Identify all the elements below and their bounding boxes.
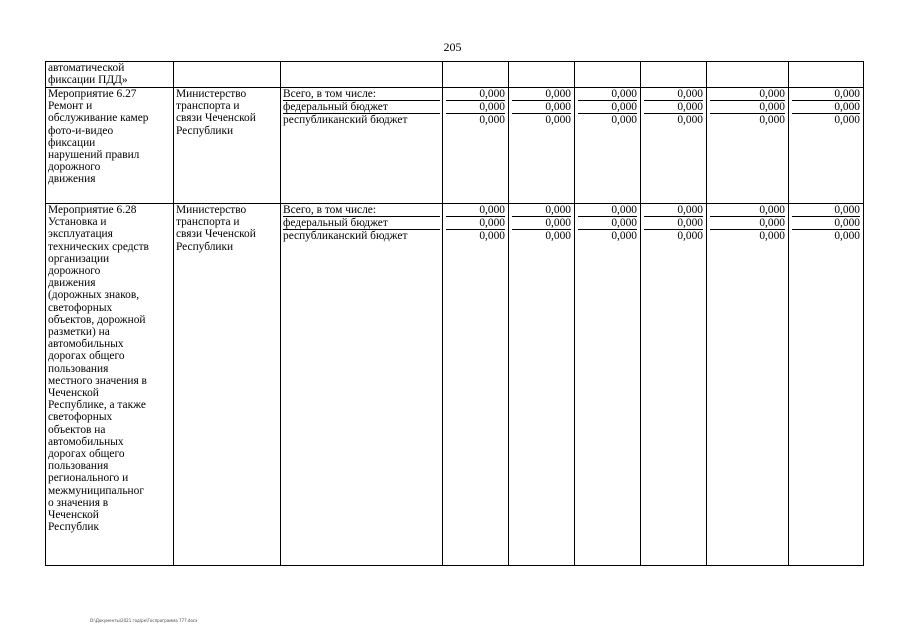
amount-value: 0,000 (644, 101, 703, 114)
amount-value: 0,000 (512, 88, 571, 101)
amount-value: 0,000 (446, 204, 505, 217)
value-cell (789, 62, 864, 88)
event-line: автомобильных (48, 338, 124, 351)
value-cell (641, 88, 707, 204)
event-line: дорогах общего (48, 350, 125, 363)
value-cell (575, 204, 641, 566)
executor-line: Министерство (176, 204, 247, 216)
executor-line: транспорта и (176, 216, 240, 229)
amount-value: 0,000 (479, 114, 505, 127)
budget-table (45, 61, 864, 566)
executor-line: Республики (176, 240, 234, 253)
amount-value: 0,000 (545, 114, 571, 127)
amount-value: 0,000 (578, 217, 637, 230)
event-line: Мероприятие 6.28 (48, 204, 137, 216)
amount-value: 0,000 (710, 217, 785, 230)
value-cell (509, 62, 575, 88)
event-line: эксплуатация (48, 228, 113, 241)
event-line: объектов на (48, 423, 106, 436)
amount-value: 0,000 (644, 88, 703, 101)
executor-line: Министерство (176, 88, 247, 100)
event-line: о значения в (48, 496, 109, 509)
amount-value: 0,000 (578, 101, 637, 114)
executor-cell (174, 88, 281, 204)
value-cell (575, 88, 641, 204)
funding-source-label: республиканский бюджет (283, 230, 408, 243)
event-line: Ремонт и (48, 100, 93, 113)
amount-value: 0,000 (792, 204, 860, 217)
event-line: межмуниципальног (48, 484, 145, 497)
event-line: Мероприятие 6.27 (48, 88, 137, 100)
amount-value: 0,000 (644, 217, 703, 230)
source-cell (281, 88, 443, 204)
event-line: светофорных (48, 301, 113, 314)
page-number: 205 (443, 40, 462, 54)
value-cell (789, 88, 864, 204)
event-line: движения (48, 173, 96, 186)
amount-value: 0,000 (792, 88, 860, 101)
event-line: Республике, а также (48, 399, 146, 412)
value-cell (443, 88, 509, 204)
amount-value: 0,000 (834, 230, 860, 243)
event-line: Республик (48, 521, 100, 534)
value-cell (707, 204, 789, 566)
amount-value: 0,000 (677, 114, 703, 127)
event-line: пользования (48, 460, 109, 473)
value-cell (707, 62, 789, 88)
event-row-6-28 (46, 204, 864, 566)
event-line: объектов, дорожной (48, 313, 146, 326)
event-line: нарушений правил (48, 149, 140, 162)
executor-cell (174, 62, 281, 88)
event-line: светофорных (48, 411, 113, 424)
event-line: обслуживание камер (48, 112, 149, 125)
amount-value: 0,000 (792, 217, 860, 230)
file-path-footer: D:\Документы\2021 год\рк\Госпрограмма 777.docx (90, 618, 198, 623)
amount-value: 0,000 (792, 101, 860, 114)
amount-value: 0,000 (710, 101, 785, 114)
event-line: дорожного (48, 265, 101, 278)
event-line: Установка и (48, 216, 107, 229)
funding-source-label: федеральный бюджет (283, 101, 440, 114)
source-cell (281, 62, 443, 88)
event-line: организации (48, 252, 110, 265)
amount-value: 0,000 (446, 88, 505, 101)
amount-value: 0,000 (578, 204, 637, 217)
executor-line: связи Чеченской (176, 112, 256, 125)
amount-value: 0,000 (512, 217, 571, 230)
source-cell (281, 204, 443, 566)
value-cell (641, 204, 707, 566)
event-line: Чеченской (48, 509, 99, 522)
amount-value: 0,000 (644, 204, 703, 217)
event-row-6-27 (46, 88, 864, 204)
amount-value: 0,000 (578, 88, 637, 101)
value-cell (509, 204, 575, 566)
value-cell (443, 62, 509, 88)
value-cell (789, 204, 864, 566)
amount-value: 0,000 (759, 230, 785, 243)
funding-source-label: федеральный бюджет (283, 217, 440, 230)
value-cell (509, 88, 575, 204)
amount-value: 0,000 (710, 204, 785, 217)
value-cell (707, 88, 789, 204)
event-line: движения (48, 277, 96, 290)
amount-value: 0,000 (446, 101, 505, 114)
event-line: автомобильных (48, 435, 124, 448)
executor-line: Республики (176, 124, 234, 137)
funding-source-label: республиканский бюджет (283, 114, 408, 127)
amount-value: 0,000 (545, 230, 571, 243)
amount-value: 0,000 (512, 204, 571, 217)
event-line: дорогах общего (48, 448, 125, 461)
event-line: фото-и-видео (48, 124, 114, 137)
amount-value: 0,000 (479, 230, 505, 243)
amount-value: 0,000 (512, 101, 571, 114)
event-line: пользования (48, 362, 109, 375)
event-line: регионального и (48, 472, 129, 485)
amount-value: 0,000 (759, 114, 785, 127)
executor-line: транспорта и (176, 100, 240, 113)
amount-value: 0,000 (611, 114, 637, 127)
event-line: фиксации (48, 136, 96, 149)
value-cell (641, 62, 707, 88)
event-cell (46, 88, 174, 204)
event-line: фиксации ПДД» (48, 74, 128, 87)
amount-value: 0,000 (834, 114, 860, 127)
amount-value: 0,000 (446, 217, 505, 230)
event-line: автоматической (48, 62, 125, 74)
event-line: (дорожных знаков, (48, 289, 140, 302)
amount-value: 0,000 (677, 230, 703, 243)
value-cell (443, 204, 509, 566)
continuation-row (46, 62, 864, 88)
value-cell (575, 62, 641, 88)
funding-source-label: Всего, в том числе: (283, 88, 440, 101)
event-line: разметки) на (48, 326, 110, 339)
event-line: Чеченской (48, 387, 99, 400)
event-cell (46, 204, 174, 566)
amount-value: 0,000 (611, 230, 637, 243)
funding-source-label: Всего, в том числе: (283, 204, 440, 217)
amount-value: 0,000 (710, 88, 785, 101)
event-line: дорожного (48, 161, 101, 174)
executor-line: связи Чеченской (176, 228, 256, 241)
event-line: технических средств (48, 240, 149, 253)
event-line: местного значения в (48, 374, 147, 387)
executor-cell (174, 204, 281, 566)
event-cell (46, 62, 174, 88)
